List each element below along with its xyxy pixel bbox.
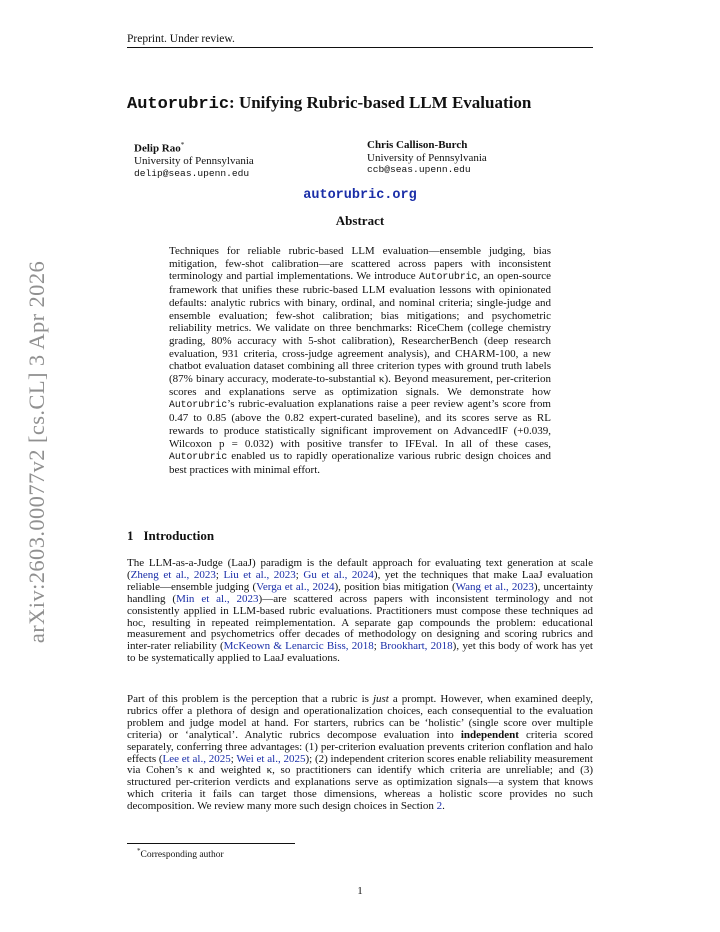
paper-title bbox=[127, 93, 593, 114]
citation-link[interactable]: Min et al., 2023 bbox=[176, 592, 259, 605]
author-name: Chris Callison-Burch bbox=[367, 139, 468, 151]
inline-code: Autorubric bbox=[169, 451, 228, 463]
section-number: 1 bbox=[127, 528, 134, 543]
footnote-mark: * bbox=[137, 847, 141, 855]
author-email[interactable]: delip@seas.upenn.edu bbox=[134, 167, 250, 179]
strong-text: independent bbox=[460, 728, 519, 741]
author-affiliation: University of Pennsylvania bbox=[367, 151, 487, 164]
para-text: criteria scored separately, conferring three advantages: (1) per-criterion evaluation prevents criterion conflation and halo effects ( bbox=[127, 728, 593, 765]
author-block-2 bbox=[367, 139, 487, 177]
abstract-text: , an open-source framework that unifies these rubric-based LLM evaluation lessons with opinionated defaults: analytic rubrics with binary, ordinal, and nominal criteria; single-judge and ensemble evaluation; few-shot calibration; bias mitigations; and psychometric reliability metrics. We validate on three benchmarks: RiceChem (college chemistry grading, 80% accuracy with 5-shot calibration), ResearcherBench (deep research evaluation, 931 criteria, cross-judge agreement analysis), and CHARM-100, a new chatbot evaluation dataset combining all three criterion types with ground truth labels (87% binary accuracy, moderate-to-substantial κ). Beyond measurement, per-criterion scores and explanations serve as optimization signals. We demonstrate how bbox=[169, 270, 552, 398]
running-header: Preprint. Under review. bbox=[127, 33, 235, 45]
citation-link[interactable]: Zheng et al., 2023 bbox=[130, 568, 216, 581]
section-title: Introduction bbox=[143, 528, 215, 543]
abstract-body bbox=[169, 245, 551, 477]
footnote-text: Corresponding author bbox=[140, 850, 224, 861]
header-rule bbox=[127, 47, 593, 48]
intro-paragraph-1 bbox=[127, 558, 593, 665]
para-text: ), yet the techniques that make LaaJ evaluation reliable—ensemble judging ( bbox=[127, 568, 594, 593]
inline-code: Autorubric bbox=[169, 399, 228, 411]
footnote-rule bbox=[127, 843, 295, 844]
citation-link[interactable]: McKeown & Lenarcic Biss, 2018 bbox=[223, 640, 374, 653]
emphasis-text: just bbox=[372, 693, 389, 705]
para-text: ; bbox=[230, 752, 237, 765]
section-heading bbox=[127, 528, 214, 544]
arxiv-stamp: arXiv:2603.00077v2 [cs.CL] 3 Apr 2026 bbox=[24, 260, 49, 644]
citation-link[interactable]: Brookhart, 2018 bbox=[380, 640, 453, 653]
author-email[interactable]: ccb@seas.upenn.edu bbox=[367, 164, 471, 176]
abstract-text: Techniques for reliable rubric-based LLM evaluation—ensemble judging, bias mitigation, few-shot calibration—are scattered across papers with inconsistent terminology and partial implementations. We introduce bbox=[169, 245, 551, 283]
para-text: ), yet this body of work has yet to be systematically applied to LaaJ evaluations. bbox=[127, 640, 593, 665]
footnote bbox=[137, 847, 224, 860]
citation-link[interactable]: Wei et al., 2025 bbox=[236, 752, 306, 765]
para-text: ; bbox=[215, 568, 224, 581]
author-name: Delip Rao bbox=[134, 142, 181, 155]
abstract-text: ’s rubric-evaluation explanations raise a peer review agent’s score from 0.47 to 0.85 (above the 0.82 expert-curated baseline), and its scores serve as RL rewards to produce statistically significant improvement on AdvancedIF (+0.039, Wilcoxon p = 0.032) with positive transfer to IFEval. In all of these cases, bbox=[169, 398, 551, 450]
para-text: a prompt. However, when examined deeply, rubrics offer a plethora of design and operationalization choices, each consequential to the evaluation problem and judge model at hand. For starters, rubrics can be ‘holistic’ (single score over multiple criteria) or ‘analytical’. Analytic rubrics decompose evaluation into bbox=[127, 693, 593, 741]
page-number: 1 bbox=[357, 885, 363, 897]
para-text: ); (2) independent criterion scores enable reliability measurement via Cohen’s κ and weighted κ, so practitioners can identify which criteria are unreliable; and (3) structured per-criterion verdicts and explanations serve as optimization signals—a system that knows which criteria it fails can target those dimensions, whereas a holistic score provides no such decomposition. We review many more such design choices in Section bbox=[127, 752, 593, 813]
para-text: ), uncertainty handling ( bbox=[127, 580, 593, 605]
section-ref-link[interactable]: 2 bbox=[436, 800, 443, 813]
footnote-mark: * bbox=[180, 141, 185, 149]
project-link[interactable]: autorubric.org bbox=[303, 188, 417, 203]
inline-code: Autorubric bbox=[419, 271, 478, 283]
abstract-text: enabled us to rapidly operationalize various rubric design choices and best practices with minimal effort. bbox=[169, 450, 551, 476]
para-text: Part of this problem is the perception that a rubric is bbox=[127, 693, 373, 705]
author-block-1 bbox=[134, 139, 254, 180]
para-text: . bbox=[442, 800, 445, 813]
para-text: ), position bias mitigation ( bbox=[334, 580, 456, 593]
para-text: )—are scattered across papers with inconsistent terminology and not consistently applied in LLM-based rubric evaluations. Practitioners must compose these techniques ad hoc, resulting in repeated reimplementation. A separate gap compounds the problem: educational measurement and psychometrics offer decades of methodology on designing and scoring rubrics and inter-rater reliability ( bbox=[127, 592, 593, 653]
title-system-name: Autorubric bbox=[127, 95, 230, 114]
author-affiliation: University of Pennsylvania bbox=[134, 155, 254, 168]
para-text: ; bbox=[295, 568, 304, 581]
citation-link[interactable]: Lee et al., 2025 bbox=[162, 752, 231, 765]
title-rest: : Unifying Rubric-based LLM Evaluation bbox=[229, 93, 532, 112]
citation-link[interactable]: Verga et al., 2024 bbox=[256, 580, 335, 593]
abstract-heading: Abstract bbox=[335, 213, 385, 228]
citation-link[interactable]: Liu et al., 2023 bbox=[223, 568, 296, 581]
citation-link[interactable]: Gu et al., 2024 bbox=[303, 568, 374, 581]
intro-paragraph-2 bbox=[127, 694, 593, 813]
para-text: ; bbox=[373, 640, 381, 653]
para-text: The LLM-as-a-Judge (LaaJ) paradigm is the default approach for evaluating text generation at scale ( bbox=[127, 557, 593, 581]
citation-link[interactable]: Wang et al., 2023 bbox=[455, 580, 534, 593]
